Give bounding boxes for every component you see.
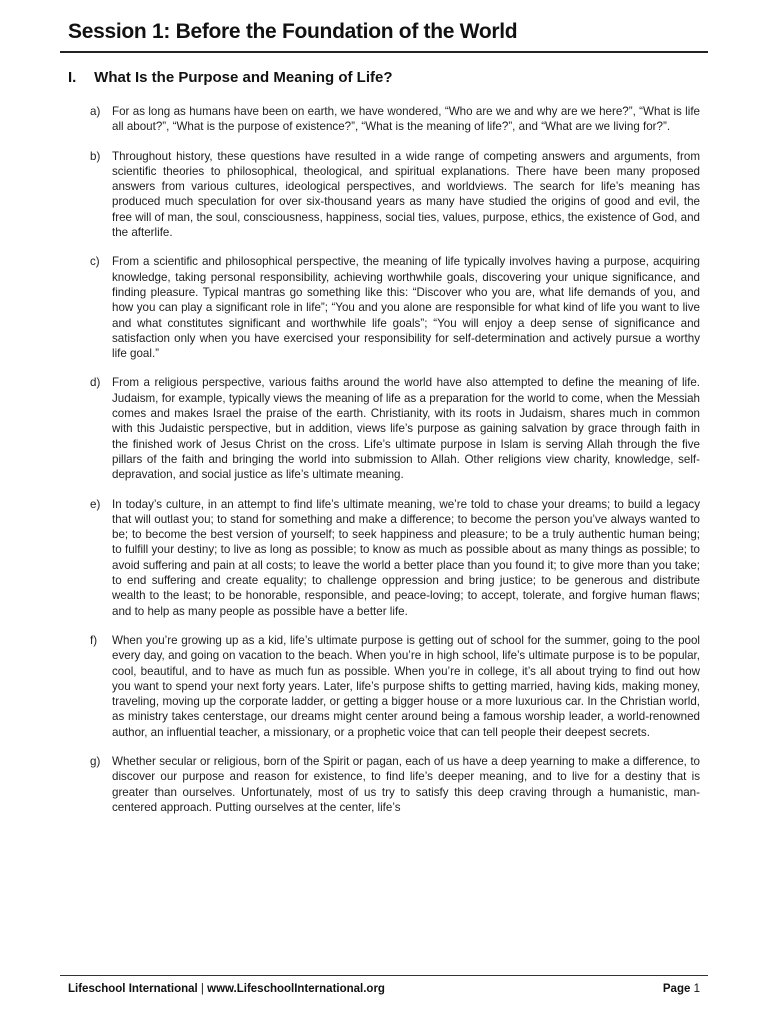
paragraph-letter: g)	[90, 754, 101, 768]
paragraph-letter: c)	[90, 255, 100, 269]
paragraph-text: Whether secular or religious, born of the Spirit or pagan, each of us have a deep yearning to make a difference, to discover our purpose and reason for existence, to find life’s deeper meaning, and to live for a destiny that is greater than ourselves. Unfortunately, most of us try to satisfy this deep craving through a humanistic, man-centered approach. Putting ourselves at the center, life’s	[112, 754, 700, 814]
paragraph-text: When you’re growing up as a kid, life’s ultimate purpose is getting out of school for the summer, going to the pool every day, and going on vacation to the beach. When you’re in high school, life’s ultimate purpose is to be popular, cool, beautiful, and to have as much fun as possible. When you’re in college, it’s all about trying to find out how you want to spend your next forty years. Later, life’s purpose shifts to getting married, having kids, making money, traveling, moving up the corporate ladder, or getting a bigger house or a more luxurious car. In the Christian world, as ministry takes centerstage, our dreams might center around being a famous worship leader, a world-renowned author, an influential teacher, a missionary, or a prophetic voice that can tell people their deepest secrets.	[112, 633, 700, 739]
paragraph-letter: b)	[90, 149, 101, 163]
paragraph-b	[90, 149, 700, 241]
page-label: Page	[662, 983, 691, 995]
paragraph-text: From a religious perspective, various faiths around the world have also attempted to define the meaning of life. Judaism, for example, typically views the meaning of life as a preparation for the world to come, when the Messiah comes and makes Israel the praise of the earth. Christianity, with its roots in Judaism, shares much in common with this Judaistic perspective, but in addition, views life’s purpose as gaining salvation by grace through faith in the finished work of Jesus Christ on the cross. Life’s ultimate purpose in Islam is serving Allah through the five pillars of the faith and bringing the world into submission to Allah. Other religions view charity, knowledge, self-depravation, and social justice as life’s ultimate meaning.	[112, 376, 700, 482]
paragraph-f	[90, 633, 700, 740]
section-numeral: I.	[68, 69, 77, 86]
paragraph-letter: d)	[90, 376, 101, 390]
paragraph-text: From a scientific and philosophical perspective, the meaning of life typically involves having a purpose, acquiring knowledge, taking personal responsibility, achieving worthwhile goals, discovering your unique significance, and finding pleasure. Typical mantras go something like this: “Discover who you are, what life demands of you, and how you can play a significant role in life”; “You and you alone are responsible for what kind of life you want to live and what constitutes significant and worthwhile life goals”; “You will enjoy a deep sense of significance and satisfaction only when you have exercised your responsibility for self-determination and actively pursue a worthy life goal.”	[112, 255, 700, 361]
footer-website-link[interactable]: www.LifeschoolInternational.org	[207, 983, 385, 995]
section-heading	[68, 69, 393, 86]
paragraph-g	[90, 754, 700, 815]
document-body	[90, 104, 700, 815]
paragraph-letter: e)	[90, 497, 101, 511]
paragraph-text: Throughout history, these questions have resulted in a wide range of competing answers and arguments, from scientific theories to philosophical, theological, and spiritual explanations. There have been many proposed answers from various cultures, ideological perspectives, and worldviews. The search for life’s meaning has produced much speculation for over six-thousand years as many have studied the origins of good and evil, the free will of man, the soul, consciousness, happiness, social ties, values, purpose, ethics, the existence of God, and the afterlife.	[112, 149, 700, 240]
paragraph-text: For as long as humans have been on earth, we have wondered, “Who are we and why are we here?”, “What is life all about?”, “What is the purpose of existence?”, “What is the meaning of life?”, and “What are we living for?”.	[112, 105, 700, 134]
title-divider	[60, 51, 708, 53]
footer-page-indicator	[663, 983, 700, 995]
footer-divider	[60, 975, 708, 976]
paragraph-c	[90, 254, 700, 361]
paragraph-letter: a)	[90, 105, 101, 118]
footer-org-name: Lifeschool International	[68, 983, 198, 995]
page-title: Session 1: Before the Foundation of the World	[68, 20, 518, 43]
section-heading-text: What Is the Purpose and Meaning of Life?	[94, 69, 393, 86]
paragraph-text: In today’s culture, in an attempt to find life’s ultimate meaning, we’re told to chase your dreams; to build a legacy that will outlast you; to stand for something and make a difference; to become the person you’ve always wanted to be; to become the best version of yourself; to seek happiness and pleasure; to be a truly authentic human being; to fulfill your destiny; to live as long as possible; to know as much as possible about as many things as possible; to avoid suffering and pain at all costs; to leave the world a better place than you found it; to give more than you take; to end suffering and create equality; to challenge oppression and bring justice; to be generous and distribute wealth to the least; to be honorable, responsible, and peace-loving; to accept, tolerate, and forgive human flaws; and to help as many people as possible have a better life.	[112, 497, 700, 618]
page-number: 1	[693, 983, 700, 995]
paragraph-a	[90, 104, 700, 135]
paragraph-d	[90, 375, 700, 482]
paragraph-e	[90, 497, 700, 619]
footer-left	[68, 983, 385, 995]
footer-separator: |	[200, 983, 204, 995]
paragraph-letter: f)	[90, 633, 98, 647]
